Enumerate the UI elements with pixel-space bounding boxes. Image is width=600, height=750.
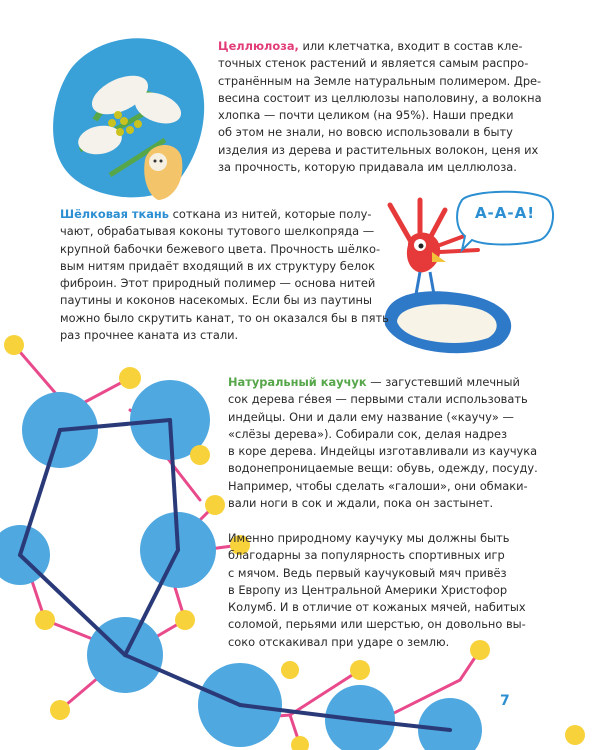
rubber-paragraph-2: Именно природному каучуку мы должны быть благодарны за популярность спортивных игр с мячом. Ведь первый каучуковый мяч привёз в Европу из Центральной Америки Христофор Колумб. И в отличие от кожаных мячей, набитых соломой, перьями или шерстью, он довольно вы- соко отскакивал при ударе о землю. — [228, 531, 526, 649]
cellulose-paragraph: Целлюлоза, или клетчатка, входит в состав кле- точных стенок растений и является самым распро- странённым на Земле натуральным полимером. Дре- весина состоит из целлюлозы наполовину, а волокна хлопка — почти целиком (на 95%). Наши предки об этом не знали, но вовсю использовали в быту изделия из дерева и растительных волокон, ценя их за прочность, которую придавала им целлюлоза. — [218, 39, 542, 175]
silk-paragraph: Шёлковая ткань соткана из нитей, которые полу- чают, обрабатывая коконы тутового шелкопряда — крупной бабочки бежевого цвета. Прочность шёлко- вым нитям придаёт входящий в их структуру белок фиброин. Этот природный полимер — основа нитей паутины и коконов насекомых. Если бы из паутины можно было скрутить канат, то он оказался бы в пять раз прочнее каната из стали. — [60, 207, 389, 343]
speech-bubble-text: А-А-А! — [474, 204, 536, 222]
rubber-paragraph: Натуральный каучук — загустевший млечный сок дерева ге́вея — первыми стали использовать индейцы. Они и дали ему название («каучу» — «слёзы дерева»). Собирали сок, делая надрез в коре дерева. Индейцы изготавливали из каучука водонепроницаемые вещи: обувь, одежду, посуду. Например, чтобы сделать «галоши», они обмаки- вали ноги в сок и ждали, пока он застынет. — [228, 375, 538, 511]
cellulose-keyword: Целлюлоза, — [218, 39, 299, 53]
silk-keyword: Шёлковая ткань — [60, 207, 169, 221]
rubber-keyword: Натуральный каучук — [228, 375, 367, 389]
page-number: 7 — [500, 693, 510, 709]
cellulose-illustration — [53, 38, 204, 200]
